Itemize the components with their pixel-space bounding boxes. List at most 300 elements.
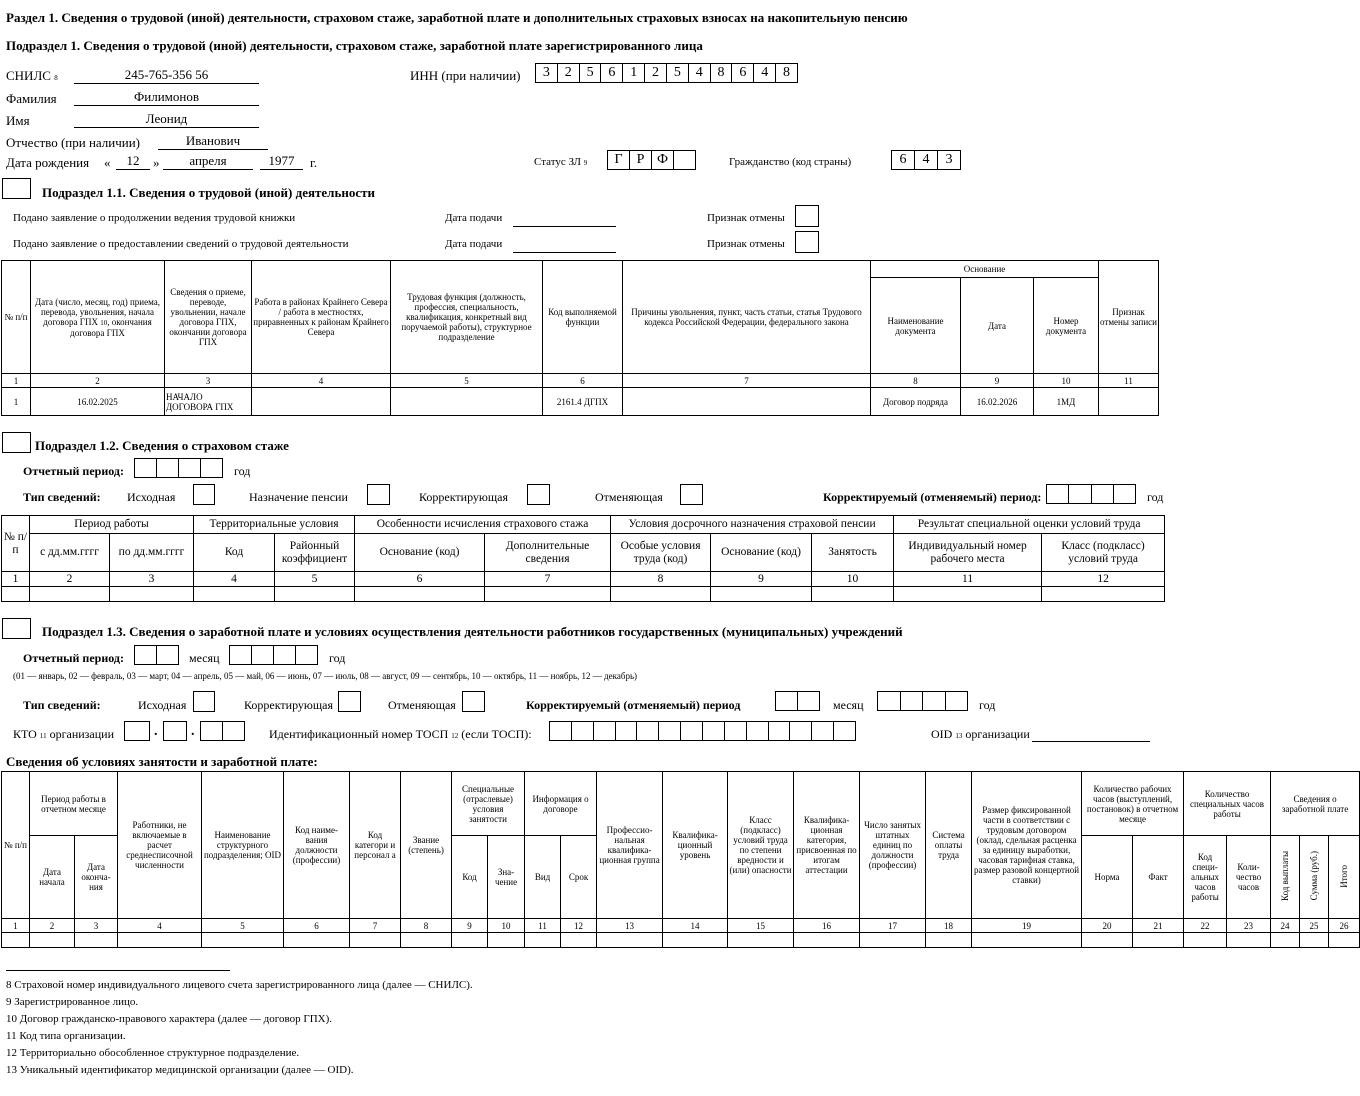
column-number: 5: [391, 374, 543, 388]
sub12-h-period: Период работы: [30, 516, 194, 534]
table-row: [2, 587, 1165, 602]
emp-h-pay-system: Система оплаты труда: [926, 772, 972, 919]
char-cell[interactable]: [1092, 485, 1114, 503]
char-cell[interactable]: [201, 459, 222, 477]
char-cell[interactable]: 6: [601, 64, 623, 82]
char-cell[interactable]: 6: [732, 64, 754, 82]
char-cell[interactable]: [769, 722, 791, 740]
kto-label: КТО 11 организации: [13, 727, 115, 741]
table-cell: 1: [2, 388, 31, 416]
sub11-h-date: Дата (число, месяц, год) приема, перевода, увольнения, начала договора ГПХ 10, окончания договора ГПХ: [31, 261, 165, 374]
table-cell: [252, 388, 391, 416]
sub12-column-numbers: [2, 572, 1165, 587]
char-cell[interactable]: [616, 722, 638, 740]
sub11-h-north: Работа в районах Крайнего Севера / работа в местностях, приравненных к районам Крайнего Севера: [252, 261, 391, 374]
table-cell: [30, 587, 110, 602]
emp-h-sp-val: Зна-чение: [488, 836, 525, 919]
sub12-type-correct-checkbox[interactable]: [527, 484, 550, 505]
table-cell: [1099, 388, 1159, 416]
emp-h-fact: Факт: [1133, 836, 1184, 919]
char-cell[interactable]: [296, 646, 317, 664]
column-number: 5: [275, 572, 355, 587]
table-cell: [794, 933, 860, 948]
char-cell[interactable]: 3: [536, 64, 558, 82]
table-cell: 1МД: [1034, 388, 1099, 416]
table-cell: [1042, 587, 1165, 602]
sub13-corr-label: Корректируемый (отменяемый) период: [526, 698, 741, 712]
char-cell[interactable]: 4: [915, 151, 938, 169]
quote-open: «: [104, 155, 111, 170]
sub11-h-doc-num: Номер документа: [1034, 278, 1099, 374]
table-cell: [623, 388, 871, 416]
emp-h-poscode: Код наиме-вания должности (профессии): [284, 772, 350, 919]
sub13-month-field[interactable]: [134, 645, 179, 665]
table-cell: [284, 933, 350, 948]
char-cell[interactable]: Р: [630, 151, 652, 169]
char-cell[interactable]: 1: [623, 64, 645, 82]
column-number: 14: [663, 919, 728, 933]
sub12-year-label: год: [234, 464, 251, 478]
column-number: 7: [485, 572, 611, 587]
char-cell[interactable]: [252, 646, 274, 664]
snils-field[interactable]: 245-765-356 56: [74, 67, 259, 84]
sub13-type-initial-checkbox[interactable]: [193, 691, 215, 712]
table-cell: [728, 933, 794, 948]
column-number: 24: [1271, 919, 1300, 933]
sub11-checkbox[interactable]: [2, 178, 31, 199]
char-cell[interactable]: [747, 722, 769, 740]
sub12-type-initial-label: Исходная: [127, 490, 176, 504]
sub11-h-reason: Причины увольнения, пункт, часть статьи, статья Трудового кодекса Российской Федерации, федерального закона: [623, 261, 871, 374]
table-cell: [1300, 933, 1329, 948]
char-cell[interactable]: [223, 722, 244, 740]
sub13-month-label: месяц: [189, 651, 220, 665]
sub12-corr-label: Корректируемый (отменяемый) период:: [823, 490, 1042, 504]
status-field[interactable]: [607, 150, 696, 170]
inn-field[interactable]: [535, 63, 798, 83]
column-number: 10: [812, 572, 894, 587]
tosp-label: Идентификационный номер ТОСП 12 (если ТОСП):: [269, 727, 532, 741]
name-label: Имя: [6, 113, 30, 128]
column-number: 2: [30, 572, 110, 587]
char-cell[interactable]: [1047, 485, 1069, 503]
surname-label: Фамилия: [6, 91, 57, 106]
column-number: 11: [525, 919, 561, 933]
column-number: 8: [871, 374, 961, 388]
birth-month-field[interactable]: апреля: [163, 153, 253, 170]
char-cell[interactable]: [550, 722, 572, 740]
column-number: 3: [75, 919, 118, 933]
sub12-title: Подраздел 1.2. Сведения о страховом стаже: [35, 438, 289, 453]
column-number: 7: [350, 919, 401, 933]
column-number: 22: [1184, 919, 1227, 933]
char-cell[interactable]: [1069, 485, 1091, 503]
sub12-h-sout-class: Класс (подкласс) условий труда: [1042, 534, 1165, 572]
char-cell[interactable]: [681, 722, 703, 740]
column-number: 12: [1042, 572, 1165, 587]
char-cell[interactable]: [157, 646, 178, 664]
kto-dot-2: .: [191, 724, 195, 739]
char-cell[interactable]: 5: [667, 64, 689, 82]
sub11-h-func: Трудовая функция (должность, профессия, специальность, квалификация, конкретный вид поручаемой работы), структурное подразделение: [391, 261, 543, 374]
table-cell: НАЧАЛО ДОГОВОРА ГПХ: [165, 388, 252, 416]
oid-label: OID 13 организации: [931, 727, 1030, 741]
emp-h-period: Период работы в отчетном месяце: [30, 772, 118, 836]
inn-label: ИНН (при наличии): [410, 68, 521, 83]
char-cell[interactable]: [946, 692, 968, 710]
table-cell: [711, 587, 812, 602]
table-cell: [2, 587, 30, 602]
emp-h-num: № п/п: [2, 772, 30, 919]
column-number: 2: [30, 919, 75, 933]
char-cell[interactable]: [725, 722, 747, 740]
emp-h-prof-group: Профессио-нальная квалифика-ционная группа: [597, 772, 663, 919]
emp-h-fixed: Размер фиксированной части в соответствии с трудовым договором (оклад, сдельная расценка за единицу выработки, часовая тарифная ставка, размер разовой концертной ставки): [972, 772, 1082, 919]
emp-h-salary: Сведения о заработной плате: [1271, 772, 1360, 836]
emp-h-end: Дата оконча-ния: [75, 836, 118, 919]
char-cell[interactable]: 2: [558, 64, 580, 82]
char-cell[interactable]: 6: [892, 151, 915, 169]
emp-h-qual-level: Квалифика-ционный уровень: [663, 772, 728, 919]
column-number: 1: [2, 919, 30, 933]
emp-h-start: Дата начала: [30, 836, 75, 919]
column-number: 1: [2, 572, 30, 587]
oid-field[interactable]: [1032, 725, 1150, 742]
column-number: 1: [2, 374, 31, 388]
sub11-h-cancel: Признак отмены записи: [1099, 261, 1159, 374]
quote-close: »: [153, 155, 160, 170]
char-cell[interactable]: 8: [783, 65, 791, 80]
sub13-corr-month-label: месяц: [833, 698, 864, 712]
table-row: [2, 388, 1159, 416]
table-cell: [812, 587, 894, 602]
table-cell: [1082, 933, 1133, 948]
table-cell: [488, 933, 525, 948]
sub12-checkbox[interactable]: [2, 432, 31, 453]
table-cell: [75, 933, 118, 948]
column-number: 9: [452, 919, 488, 933]
column-number: 6: [284, 919, 350, 933]
table-cell: 16.02.2026: [961, 388, 1034, 416]
sub12-h-early: Условия досрочного назначения страховой пенсии: [611, 516, 894, 534]
emp-h-special: Специальные (отраслевые) условия занятости: [452, 772, 525, 836]
column-number: 13: [597, 919, 663, 933]
sub11-h-code: Код выполняемой функции: [543, 261, 623, 374]
table-cell: Договор подряда: [871, 388, 961, 416]
sub12-type-pension-label: Назначение пенсии: [249, 490, 348, 504]
char-cell[interactable]: [798, 692, 819, 710]
surname-field[interactable]: Филимонов: [74, 89, 259, 106]
tosp-field[interactable]: [549, 721, 856, 741]
column-number: 11: [894, 572, 1042, 587]
sub13-year-field[interactable]: [229, 645, 318, 665]
char-cell[interactable]: [274, 646, 296, 664]
emp-h-rank: Звание (степень): [401, 772, 452, 919]
sub12-h-early-basis: Основание (код): [711, 534, 812, 572]
table-cell: [1184, 933, 1227, 948]
emp-h-pay-code: Код выплаты: [1271, 836, 1300, 919]
sub12-type-pension-checkbox[interactable]: [367, 484, 390, 505]
kto-dot-1: .: [154, 724, 158, 739]
footnote: 9 Зарегистрированное лицо.: [6, 996, 139, 1008]
emp-h-norm: Норма: [1082, 836, 1133, 919]
char-cell[interactable]: [812, 722, 834, 740]
sub11-row2-cancel-label: Признак отмены: [707, 238, 785, 250]
column-number: 19: [972, 919, 1082, 933]
column-number: 26: [1329, 919, 1360, 933]
char-cell[interactable]: [572, 722, 594, 740]
table-cell: [926, 933, 972, 948]
sub12-h-early-busy: Занятость: [812, 534, 894, 572]
sub12-h-terr-code: Код: [194, 534, 275, 572]
table-cell: [391, 388, 543, 416]
section-title: Раздел 1. Сведения о трудовой (иной) деятельности, страховом стаже, заработной плате и дополнительных страховых взносах на накопительную пенсию: [6, 10, 908, 25]
citizenship-field[interactable]: [891, 150, 961, 170]
table-cell: [894, 587, 1042, 602]
char-cell[interactable]: 2: [645, 64, 667, 82]
sub13-title: Подраздел 1.3. Сведения о заработной плате и условиях осуществления деятельности работников государственных (муниципальных) учреждений: [42, 624, 903, 639]
sub11-h-basis: Основание: [871, 261, 1099, 278]
sub11-row2-cancel-checkbox[interactable]: [795, 231, 819, 253]
sub12-h-sout-num: Индивидуальный номер рабочего места: [894, 534, 1042, 572]
emp-h-sp-hours-code: Код специ-альных часов работы: [1184, 836, 1227, 919]
sub13-checkbox[interactable]: [2, 618, 31, 639]
sub12-corr-year: год: [1147, 490, 1164, 504]
sub12-period-label: Отчетный период:: [23, 464, 124, 478]
table-cell: [118, 933, 202, 948]
sub12-type-initial-checkbox[interactable]: [193, 484, 215, 505]
table-cell: [275, 587, 355, 602]
column-number: 9: [961, 374, 1034, 388]
column-number: 15: [728, 919, 794, 933]
column-number: 25: [1300, 919, 1329, 933]
char-cell[interactable]: [125, 722, 149, 740]
table-cell: [663, 933, 728, 948]
column-number: 4: [118, 919, 202, 933]
char-cell[interactable]: [703, 722, 725, 740]
column-number: 10: [488, 919, 525, 933]
status-label: Статус ЗЛ 9: [534, 156, 588, 168]
table-cell: [1329, 933, 1360, 948]
emp-h-sp-hours-qty: Коли-чество часов: [1227, 836, 1271, 919]
sub11-h-doc-name: Наименование документа: [871, 278, 961, 374]
emp-h-pay-total: Итого: [1329, 836, 1360, 919]
table-cell: [485, 587, 611, 602]
char-cell[interactable]: [790, 722, 812, 740]
sub13-year-label: год: [329, 651, 346, 665]
table-cell: [611, 587, 711, 602]
table-cell: [2, 933, 30, 948]
column-number: 4: [194, 572, 275, 587]
column-number: 3: [110, 572, 194, 587]
sub11-h-info: Сведения о приеме, переводе, увольнении, начале договора ГПХ, окончании договора ГПХ: [165, 261, 252, 374]
char-cell[interactable]: [1114, 485, 1135, 503]
sub12-period-field[interactable]: [134, 458, 223, 478]
column-number: 8: [401, 919, 452, 933]
emp-h-excluded: Работники, не включаемые в расчет среднесписочной численности: [118, 772, 202, 919]
sub11-row2-date-label: Дата подачи: [445, 238, 503, 250]
char-cell[interactable]: [878, 692, 901, 710]
footnote-separator: [6, 970, 230, 971]
subsection-title: Подраздел 1. Сведения о трудовой (иной) деятельности, страховом стаже, заработной плате зарегистрированного лица: [6, 38, 703, 53]
char-cell[interactable]: [164, 722, 186, 740]
table-cell: [355, 587, 485, 602]
table-cell: [194, 587, 275, 602]
sub13-period-label: Отчетный период:: [23, 651, 124, 665]
table-cell: [202, 933, 284, 948]
name-field[interactable]: Леонид: [74, 111, 259, 128]
char-cell[interactable]: Ф: [652, 151, 674, 169]
table-cell: [401, 933, 452, 948]
kto-field-b[interactable]: [163, 721, 187, 741]
employment-column-numbers: [2, 919, 1360, 933]
table-cell: [597, 933, 663, 948]
char-cell[interactable]: [834, 722, 855, 740]
char-cell[interactable]: [923, 692, 946, 710]
emp-h-staff: Число занятых штатных единиц по должности (профессии): [860, 772, 926, 919]
sub12-type-label: Тип сведений:: [23, 490, 101, 504]
char-cell[interactable]: 3: [945, 152, 953, 167]
emp-h-ct-type: Вид: [525, 836, 561, 919]
char-cell[interactable]: [157, 459, 179, 477]
sub11-row1-cancel-label: Признак отмены: [707, 212, 785, 224]
sub12-h-num: № п/п: [2, 516, 30, 572]
citizenship-label: Гражданство (код страны): [729, 156, 852, 168]
employment-title: Сведения об условиях занятости и заработной плате:: [6, 754, 318, 769]
snils-label: СНИЛС 8: [6, 68, 58, 83]
emp-h-pay-sum: Сумма (руб.): [1300, 836, 1329, 919]
char-cell[interactable]: [230, 646, 252, 664]
sub11-row1-text: Подано заявление о продолжении ведения трудовой книжки: [13, 212, 296, 224]
emp-h-qual-cat: Квалифика-ционная категория, присвоенная по итогам аттестации: [794, 772, 860, 919]
char-cell[interactable]: [659, 722, 681, 740]
sub12-table: [1, 515, 1165, 602]
column-number: 12: [561, 919, 597, 933]
table-cell: [30, 933, 75, 948]
column-number: 3: [165, 374, 252, 388]
char-cell[interactable]: [135, 459, 157, 477]
emp-h-unit: Наименование структурного подразделения; OID: [202, 772, 284, 919]
sub12-type-cancel-checkbox[interactable]: [680, 484, 703, 505]
sub11-table: [1, 260, 1159, 416]
birth-label: Дата рождения: [6, 155, 90, 170]
footnotes: [6, 979, 473, 1081]
table-cell: [452, 933, 488, 948]
table-cell: 16.02.2025: [31, 388, 165, 416]
char-cell[interactable]: [776, 692, 798, 710]
char-cell[interactable]: 4: [754, 64, 776, 82]
footnote: 11 Код типа организации.: [6, 1030, 126, 1042]
sub11-row1-cancel-checkbox[interactable]: [795, 205, 819, 227]
column-number: 18: [926, 919, 972, 933]
sub12-h-calc-basis: Основание (код): [355, 534, 485, 572]
sub12-h-calc-extra: Дополнительные сведения: [485, 534, 611, 572]
sub11-row2-text: Подано заявление о предоставлении сведений о трудовой деятельности: [13, 238, 349, 250]
footnote: 13 Уникальный идентификатор медицинской организации (далее — OID).: [6, 1064, 354, 1076]
sub13-months-hint: (01 — январь, 02 — февраль, 03 — март, 04 — апрель, 05 — май, 06 — июнь, 07 — июль, 08 — август, 09 — сентябрь, 10 — октябрь, 11 — ноябрь, 12 — декабрь): [13, 671, 638, 681]
table-row: [2, 933, 1360, 948]
sub13-type-initial-label: Исходная: [138, 698, 187, 712]
table-cell: [1227, 933, 1271, 948]
patronymic-label: Отчество (при наличии): [6, 135, 141, 150]
char-cell[interactable]: [179, 459, 201, 477]
column-number: 9: [711, 572, 812, 587]
char-cell[interactable]: Г: [608, 151, 630, 169]
kto-field-a[interactable]: [124, 721, 150, 741]
column-number: 8: [611, 572, 711, 587]
table-cell: [1271, 933, 1300, 948]
sub11-row2-date-field[interactable]: [513, 236, 616, 253]
sub11-row1-date-field[interactable]: [513, 210, 616, 227]
sub13-type-cancel-label: Отменяющая: [388, 698, 456, 712]
emp-h-sp-hours: Количество специальных часов работы: [1184, 772, 1271, 836]
column-number: 10: [1034, 374, 1099, 388]
char-cell[interactable]: [135, 646, 157, 664]
emp-h-category: Код категори и персонал а: [350, 772, 401, 919]
sub12-h-terr: Территориальные условия: [194, 516, 355, 534]
column-number: 2: [31, 374, 165, 388]
sub12-corr-field[interactable]: [1046, 484, 1136, 504]
sub12-h-early-special: Особые условия труда (код): [611, 534, 711, 572]
patronymic-field[interactable]: Иванович: [158, 133, 268, 150]
sub12-type-cancel-label: Отменяющая: [595, 490, 663, 504]
column-number: 21: [1133, 919, 1184, 933]
sub13-type-label: Тип сведений:: [23, 698, 101, 712]
char-cell[interactable]: [637, 722, 659, 740]
year-suffix: г.: [310, 155, 318, 170]
char-cell[interactable]: [674, 151, 695, 169]
sub13-corr-year-field[interactable]: [877, 691, 968, 711]
sub12-h-sout: Результат специальной оценки условий труда: [894, 516, 1165, 534]
column-number: 5: [202, 919, 284, 933]
table-cell: [110, 587, 194, 602]
char-cell[interactable]: [901, 692, 924, 710]
column-number: 6: [355, 572, 485, 587]
sub13-type-cancel-checkbox[interactable]: [462, 691, 485, 712]
sub13-type-correct-label: Корректирующая: [244, 698, 333, 712]
birth-day-field[interactable]: 12: [116, 153, 150, 170]
char-cell[interactable]: [201, 722, 223, 740]
column-number: 16: [794, 919, 860, 933]
sub13-corr-year-label: год: [979, 698, 996, 712]
sub11-column-numbers: [2, 374, 1159, 388]
sub11-h-num: № п/п: [2, 261, 31, 374]
sub13-corr-month-field[interactable]: [775, 691, 820, 711]
sub11-h-doc-date: Дата: [961, 278, 1034, 374]
char-cell[interactable]: 5: [580, 64, 602, 82]
table-cell: [525, 933, 561, 948]
footnote: 10 Договор гражданско-правового характера (далее — договор ГПХ).: [6, 1013, 333, 1025]
column-number: 17: [860, 919, 926, 933]
birth-year-field[interactable]: 1977: [260, 153, 303, 170]
emp-h-contract: Информация о договоре: [525, 772, 597, 836]
sub12-h-to: по дд.мм.гггг: [110, 534, 194, 572]
kto-field-c[interactable]: [200, 721, 245, 741]
table-cell: [561, 933, 597, 948]
column-number: 4: [252, 374, 391, 388]
sub13-type-correct-checkbox[interactable]: [338, 691, 361, 712]
char-cell[interactable]: 8: [711, 64, 733, 82]
sub12-h-terr-coef: Районный коэффициент: [275, 534, 355, 572]
emp-h-class: Класс (подкласс) условий труда по степени вредности и (или) опасности: [728, 772, 794, 919]
char-cell[interactable]: [594, 722, 616, 740]
emp-h-hours: Количество рабочих часов (выступлений, постановок) в отчетном месяце: [1082, 772, 1184, 836]
char-cell[interactable]: 4: [689, 64, 711, 82]
footnote: 12 Территориально обособленное структурное подразделение.: [6, 1047, 300, 1059]
table-cell: [350, 933, 401, 948]
emp-h-ct-term: Срок: [561, 836, 597, 919]
sub11-row1-date-label: Дата подачи: [445, 212, 503, 224]
